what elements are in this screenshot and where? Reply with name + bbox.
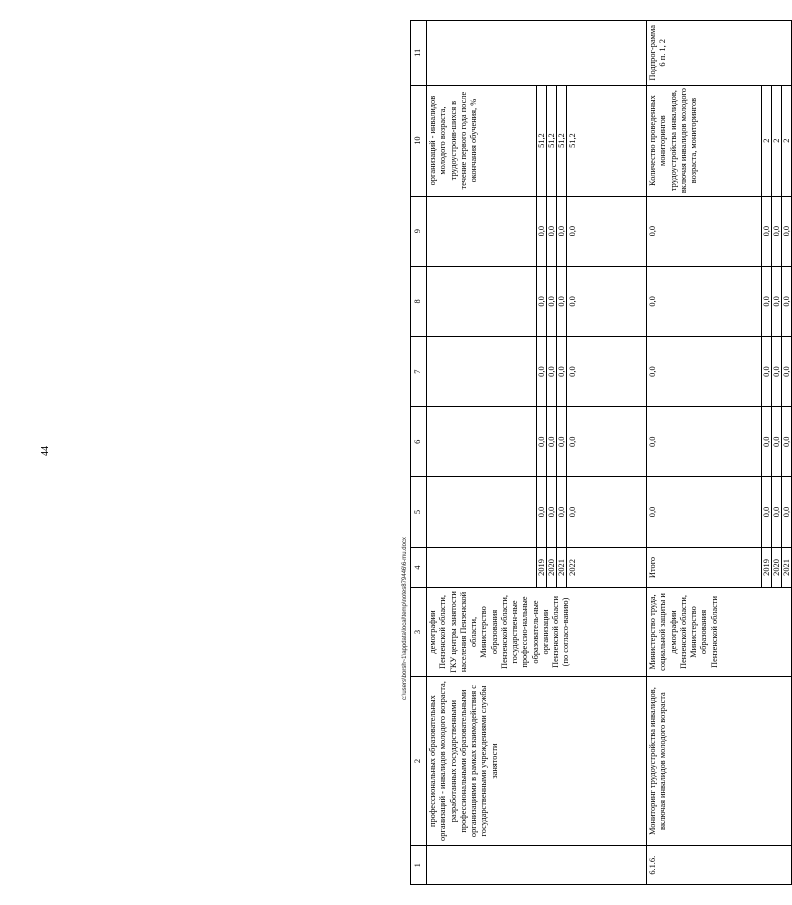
value-cell: 0,0 xyxy=(567,266,647,336)
value-cell: 0,0 xyxy=(762,407,772,477)
year-cell: 2020 xyxy=(772,547,782,588)
year-cell: 2019 xyxy=(762,547,772,588)
indicator-value: 2 xyxy=(772,85,782,196)
value-cell: 0,0 xyxy=(762,477,772,547)
col-header-8: 8 xyxy=(411,266,427,336)
value-cell: 0,0 xyxy=(772,477,782,547)
value-cell: 0,0 xyxy=(557,407,567,477)
indicator-value: 51,2 xyxy=(567,85,647,196)
value-cell: 0,0 xyxy=(547,336,557,406)
value-cell: 0,0 xyxy=(567,336,647,406)
value-cell: 0,0 xyxy=(772,266,782,336)
col-header-11: 11 xyxy=(411,21,427,86)
value-cell: 0,0 xyxy=(547,196,557,266)
year-cell: 2022 xyxy=(567,547,647,588)
year-cell: 2021 xyxy=(782,547,792,588)
value-cell: 0,0 xyxy=(547,266,557,336)
col-header-3: 3 xyxy=(411,588,427,676)
value-cell: 0,0 xyxy=(772,407,782,477)
value-cell: 0,0 xyxy=(537,477,547,547)
table-row xyxy=(647,21,762,885)
table-cell xyxy=(427,266,537,336)
year-cell: 2021 xyxy=(557,547,567,588)
indicator-value: 51,2 xyxy=(557,85,567,196)
value-cell: 0,0 xyxy=(647,336,762,406)
value-cell: 0,0 xyxy=(647,477,762,547)
rotated-table-wrapper xyxy=(410,20,791,885)
col-header-7: 7 xyxy=(411,336,427,406)
value-cell: 0,0 xyxy=(762,336,772,406)
indicator-name: Количество проведенных мониторингов трудоустройства инвалидов, включая инвалидов молодого возраста, мониторингов xyxy=(647,85,762,196)
value-cell: 0,0 xyxy=(762,196,772,266)
value-cell: 0,0 xyxy=(782,407,792,477)
header-row xyxy=(411,21,427,885)
col-header-9: 9 xyxy=(411,196,427,266)
value-cell: 0,0 xyxy=(772,336,782,406)
table-cell xyxy=(427,336,537,406)
activity-number xyxy=(427,846,647,885)
col-header-1: 1 xyxy=(411,846,427,885)
value-cell: 0,0 xyxy=(647,407,762,477)
indicator-name: организаций - инвалидов молодого возраста, трудоустроив-шихся в течение первого года после окончания обучения, % xyxy=(427,85,537,196)
activity-name: профессиональных образовательных организаций - инвалидов молодого возраста, разработанных государственными профессиональными образовательными организациями в рамках взаимодействия с государственными учреждениями службы занятости xyxy=(427,676,647,846)
program-reference xyxy=(427,21,647,86)
value-cell: 0,0 xyxy=(547,477,557,547)
value-cell: 0,0 xyxy=(537,336,547,406)
value-cell: 0,0 xyxy=(772,196,782,266)
value-cell: 0,0 xyxy=(537,196,547,266)
value-cell: 0,0 xyxy=(567,477,647,547)
activity-number: 6.1.6. xyxy=(647,846,792,885)
value-cell: 0,0 xyxy=(557,266,567,336)
program-table xyxy=(410,20,792,885)
col-header-5: 5 xyxy=(411,477,427,547)
value-cell: 0,0 xyxy=(782,336,792,406)
col-header-4: 4 xyxy=(411,547,427,588)
table-cell xyxy=(427,407,537,477)
value-cell: 0,0 xyxy=(647,266,762,336)
indicator-value: 51,2 xyxy=(537,85,547,196)
table-cell xyxy=(427,196,537,266)
value-cell: 0,0 xyxy=(537,407,547,477)
indicator-value: 51,2 xyxy=(547,85,557,196)
value-cell: 0,0 xyxy=(567,407,647,477)
file-path-footer: c:\users\borsh~1\appdata\local\temp\notes879446\6-mu.docx xyxy=(402,537,408,700)
value-cell: 0,0 xyxy=(567,196,647,266)
indicator-value: 2 xyxy=(762,85,772,196)
value-cell: 0,0 xyxy=(537,266,547,336)
value-cell: 0,0 xyxy=(547,407,557,477)
year-cell: 2020 xyxy=(547,547,557,588)
value-cell: 0,0 xyxy=(782,477,792,547)
value-cell: 0,0 xyxy=(557,477,567,547)
value-cell: 0,0 xyxy=(782,196,792,266)
value-cell: 0,0 xyxy=(557,196,567,266)
value-cell: 0,0 xyxy=(782,266,792,336)
col-header-6: 6 xyxy=(411,407,427,477)
col-header-2: 2 xyxy=(411,676,427,846)
value-cell: 0,0 xyxy=(647,196,762,266)
year-cell: 2019 xyxy=(537,547,547,588)
total-label: Итого xyxy=(647,547,762,588)
page-number: 44 xyxy=(40,446,51,456)
program-reference: Подпрог-рамма 6 п. 1, 2 xyxy=(647,21,792,86)
table-cell xyxy=(427,477,537,547)
activity-executor: демографии Пензенской области, ГКУ центры занятости населения Пензенской области, Министерство образования Пензенской области, государствен-ные профессио-нальные образователь-ные организации Пензенской области (по согласо-ванию) xyxy=(427,588,647,676)
activity-executor: Министерство труда, социальной защиты и демографии Пензенской области, Министерство образования Пензенской области xyxy=(647,588,792,676)
activity-name: Мониторинг трудоустройства инвалидов, включая инвалидов молодого возраста xyxy=(647,676,792,846)
value-cell: 0,0 xyxy=(557,336,567,406)
table-cell xyxy=(427,547,537,588)
table-frame xyxy=(90,20,791,885)
value-cell: 0,0 xyxy=(762,266,772,336)
indicator-value: 2 xyxy=(782,85,792,196)
table-row xyxy=(427,21,537,885)
col-header-10: 10 xyxy=(411,85,427,196)
